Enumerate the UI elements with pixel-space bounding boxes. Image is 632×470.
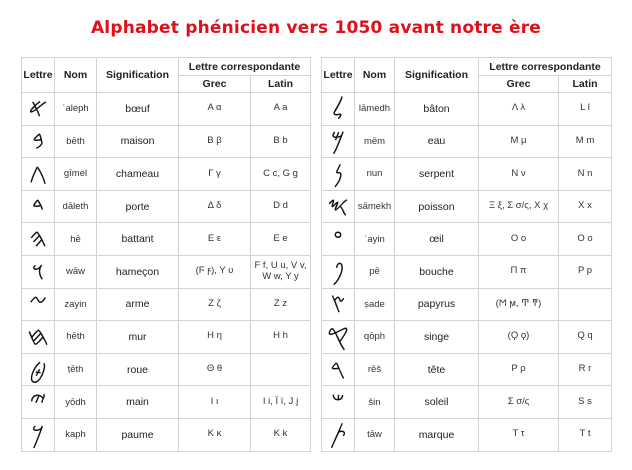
greek-letter: Ο ο xyxy=(479,223,559,256)
header-meaning: Signification xyxy=(97,58,179,93)
greek-letter: Ι ι xyxy=(179,386,251,419)
letter-name: bēth xyxy=(55,125,97,158)
header-letter: Lettre xyxy=(322,58,355,93)
table-row xyxy=(22,125,311,158)
table-row xyxy=(322,255,612,288)
letter-meaning: roue xyxy=(97,353,179,386)
letter-meaning: soleil xyxy=(395,386,479,419)
latin-letter xyxy=(251,353,311,386)
latin-letter: H h xyxy=(251,321,311,354)
letter-meaning: bœuf xyxy=(97,93,179,126)
phoenician-letter: 𐤉 xyxy=(22,386,55,419)
letter-name: ʾaleph xyxy=(55,93,97,126)
letter-meaning: serpent xyxy=(395,158,479,191)
greek-letter: (Ϝ ϝ), Υ υ xyxy=(179,255,251,288)
phoenician-table-left xyxy=(21,57,311,452)
letter-meaning: paume xyxy=(97,418,179,451)
phoenician-letter: 𐤇 xyxy=(22,321,55,354)
header-letter: Lettre xyxy=(22,58,55,93)
table-row xyxy=(22,288,311,321)
phoenician-letter: 𐤁 xyxy=(22,125,55,158)
greek-letter: Τ τ xyxy=(479,418,559,451)
latin-letter: D d xyxy=(251,190,311,223)
greek-letter: Α α xyxy=(179,93,251,126)
latin-letter: E e xyxy=(251,223,311,256)
phoenician-letter: 𐤌 xyxy=(322,125,355,158)
letter-name: zayin xyxy=(55,288,97,321)
letter-name: yōdh xyxy=(55,386,97,419)
latin-letter: F f, U u, V v, W w, Y y xyxy=(251,255,311,288)
letter-meaning: marque xyxy=(395,418,479,451)
greek-letter: Δ δ xyxy=(179,190,251,223)
latin-letter: T t xyxy=(559,418,612,451)
letter-name: wāw xyxy=(55,255,97,288)
phoenician-letter: 𐤆 xyxy=(22,288,55,321)
phoenician-letter: 𐤓 xyxy=(322,353,355,386)
greek-letter: Ρ ρ xyxy=(479,353,559,386)
latin-letter: C c, G g xyxy=(251,158,311,191)
letter-name: mēm xyxy=(355,125,395,158)
phoenician-letter: 𐤂 xyxy=(22,158,55,191)
greek-letter: Β β xyxy=(179,125,251,158)
latin-letter: M m xyxy=(559,125,612,158)
phoenician-table-right xyxy=(321,57,612,452)
latin-letter: K k xyxy=(251,418,311,451)
table-row xyxy=(22,353,311,386)
letter-name: nun xyxy=(355,158,395,191)
table-row xyxy=(322,158,612,191)
latin-letter: N n xyxy=(559,158,612,191)
letter-meaning: main xyxy=(97,386,179,419)
phoenician-letter: 𐤑 xyxy=(322,288,355,321)
table-row xyxy=(22,190,311,223)
table-row xyxy=(22,255,311,288)
greek-letter: (Ϙ ϙ) xyxy=(479,321,559,354)
phoenician-letter: 𐤔 xyxy=(322,386,355,419)
letter-name: pē xyxy=(355,255,395,288)
phoenician-letter: 𐤐 xyxy=(322,255,355,288)
letter-name: gīmel xyxy=(55,158,97,191)
latin-letter: I i, Ï ï, J j xyxy=(251,386,311,419)
greek-letter: Π π xyxy=(479,255,559,288)
header-name: Nom xyxy=(55,58,97,93)
greek-letter: Ε ε xyxy=(179,223,251,256)
latin-letter: S s xyxy=(559,386,612,419)
letter-name: ṣade xyxy=(355,288,395,321)
phoenician-letter: 𐤃 xyxy=(22,190,55,223)
header-correspondence: Lettre correspondante xyxy=(179,58,311,76)
latin-letter: Q q xyxy=(559,321,612,354)
header-greek: Grec xyxy=(179,76,251,93)
phoenician-letter: 𐤏 xyxy=(322,223,355,256)
table-row xyxy=(322,353,612,386)
table-row xyxy=(322,93,612,126)
latin-letter: A a xyxy=(251,93,311,126)
letter-meaning: poisson xyxy=(395,190,479,223)
greek-letter: Κ κ xyxy=(179,418,251,451)
greek-letter: Ξ ξ, Σ σ/ς, Χ χ xyxy=(479,190,559,223)
header-meaning: Signification xyxy=(395,58,479,93)
greek-letter: Η η xyxy=(179,321,251,354)
latin-letter xyxy=(559,288,612,321)
latin-letter: O o xyxy=(559,223,612,256)
latin-letter: L l xyxy=(559,93,612,126)
greek-letter: Μ μ xyxy=(479,125,559,158)
phoenician-letter: 𐤒 xyxy=(322,321,355,354)
table-row xyxy=(22,418,311,451)
greek-letter: Θ θ xyxy=(179,353,251,386)
letter-name: ṭēth xyxy=(55,353,97,386)
table-row xyxy=(22,93,311,126)
phoenician-letter: 𐤎 xyxy=(322,190,355,223)
letter-meaning: singe xyxy=(395,321,479,354)
greek-letter: Γ γ xyxy=(179,158,251,191)
table-row xyxy=(322,223,612,256)
header-latin: Latin xyxy=(251,76,311,93)
phoenician-letter: 𐤍 xyxy=(322,158,355,191)
table-row xyxy=(22,386,311,419)
letter-meaning: arme xyxy=(97,288,179,321)
table-row xyxy=(22,223,311,256)
table-row xyxy=(322,321,612,354)
latin-letter: R r xyxy=(559,353,612,386)
letter-meaning: battant xyxy=(97,223,179,256)
latin-letter: X x xyxy=(559,190,612,223)
letter-meaning: porte xyxy=(97,190,179,223)
letter-meaning: eau xyxy=(395,125,479,158)
letter-name: dāleth xyxy=(55,190,97,223)
table-row xyxy=(22,158,311,191)
greek-letter: Λ λ xyxy=(479,93,559,126)
letter-meaning: bâton xyxy=(395,93,479,126)
header-greek: Grec xyxy=(479,76,559,93)
table-row xyxy=(322,125,612,158)
letter-meaning: tête xyxy=(395,353,479,386)
greek-letter: Ζ ζ xyxy=(179,288,251,321)
phoenician-letter: 𐤕 xyxy=(322,418,355,451)
table-row xyxy=(322,288,612,321)
phoenician-letter: 𐤀 xyxy=(22,93,55,126)
table-row xyxy=(22,321,311,354)
latin-letter: Z z xyxy=(251,288,311,321)
letter-name: tāw xyxy=(355,418,395,451)
letter-name: šin xyxy=(355,386,395,419)
phoenician-letter: 𐤈 xyxy=(22,353,55,386)
letter-name: qōph xyxy=(355,321,395,354)
letter-name: sāmekh xyxy=(355,190,395,223)
header-name: Nom xyxy=(355,58,395,93)
letter-meaning: papyrus xyxy=(395,288,479,321)
table-row xyxy=(322,386,612,419)
letter-meaning: œil xyxy=(395,223,479,256)
greek-letter: (Ϻ ϻ, Ͳ ͳ) xyxy=(479,288,559,321)
latin-letter: B b xyxy=(251,125,311,158)
greek-letter: Σ σ/ς xyxy=(479,386,559,419)
phoenician-letter: 𐤅 xyxy=(22,255,55,288)
letter-meaning: bouche xyxy=(395,255,479,288)
header-latin: Latin xyxy=(559,76,612,93)
page-title: Alphabet phénicien vers 1050 avant notre ère xyxy=(90,18,542,38)
letter-meaning: maison xyxy=(97,125,179,158)
letter-meaning: chameau xyxy=(97,158,179,191)
letter-name: rēš xyxy=(355,353,395,386)
phoenician-letter: 𐤄 xyxy=(22,223,55,256)
table-row xyxy=(322,418,612,451)
header-correspondence: Lettre correspondante xyxy=(479,58,612,76)
letter-meaning: mur xyxy=(97,321,179,354)
letter-name: ʿayin xyxy=(355,223,395,256)
latin-letter: P p xyxy=(559,255,612,288)
letter-name: lāmedh xyxy=(355,93,395,126)
letter-name: hē xyxy=(55,223,97,256)
letter-name: ḥēth xyxy=(55,321,97,354)
greek-letter: Ν ν xyxy=(479,158,559,191)
letter-name: kaph xyxy=(55,418,97,451)
table-row xyxy=(322,190,612,223)
phoenician-letter: 𐤋 xyxy=(322,93,355,126)
phoenician-letter: 𐤊 xyxy=(22,418,55,451)
letter-meaning: hameçon xyxy=(97,255,179,288)
